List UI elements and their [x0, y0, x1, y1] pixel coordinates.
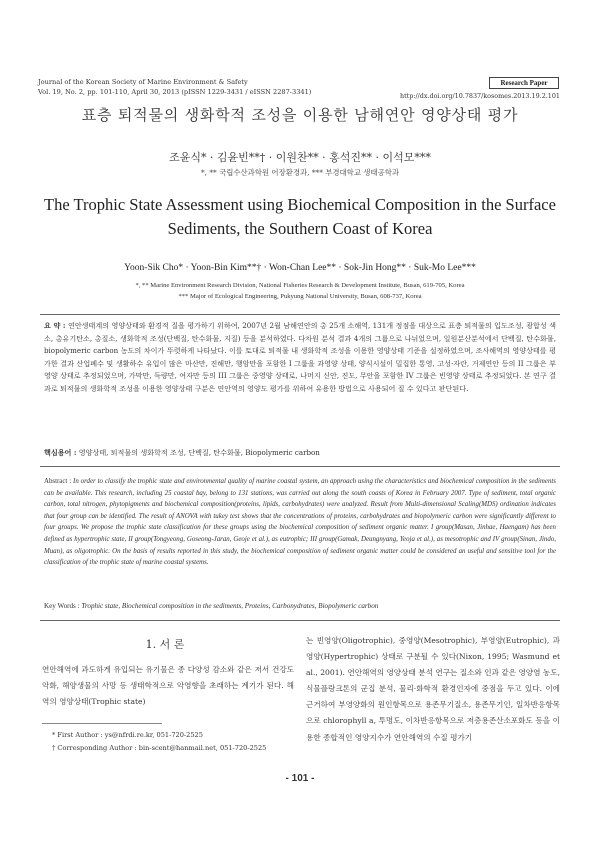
page-number: - 101 -: [285, 773, 315, 784]
english-title-line2: Sediments, the Southern Coast of Korea: [167, 219, 433, 238]
korean-keywords: [44, 448, 556, 458]
korean-abstract-label: 요 약 :: [44, 321, 66, 330]
english-abstract-label: Abstract :: [44, 478, 72, 485]
divider-top: [40, 314, 560, 315]
article-type-badge: Research Paper: [489, 77, 559, 89]
korean-title: 표층 퇴적물의 생화학적 조성을 이용한 남해연안 영양상태 평가: [81, 106, 519, 124]
footnote-corresponding-author: † Corresponding Author : bin-scent@hanmail.net, 051-720-2525: [52, 744, 267, 752]
korean-keywords-text: 영양상태, 퇴적물의 생화학적 조성, 단백질, 탄수화물, Biopolymeric carbon: [78, 448, 320, 457]
body-left-column: 연안해역에 과도하게 유입되는 유기물은 종 다양성 감소와 같은 저서 건강도 악화, 해양생물의 사망 등 생태학적으로 악영향을 초래하는 계기가 된다. 해역의 영양상태(Trophic state): [42, 665, 294, 706]
english-title: [40, 193, 560, 241]
divider-mid: [40, 466, 560, 467]
divider-bottom: [40, 620, 560, 621]
english-authors: Yoon-Sik Cho* · Yoon-Bin Kim**† · Won-Chan Lee** · Sok-Jin Hong** · Suk-Mo Lee***: [124, 263, 476, 273]
english-affiliation: [40, 280, 560, 302]
english-title-line1: The Trophic State Assessment using Biochemical Composition in the Surface: [44, 195, 556, 214]
body-right-column: 는 빈영양(Oligotrophic), 중영양(Mesotrophic), 부영양(Eutrophic), 과영양(Hypertrophic) 상태로 구분될 수 있다(Nixon, 1995; Wasmund et al., 2001). 연안해역의 영양상태 분석 연구는 질소와 인과 같은 영양염 농도, 식물플랑크톤의 군집 분석, 물리·화학적 환경인자에 중점을 두고 있다. 이에 근거하여 부영양화의 원인항목으로 용존무기질소, 용존무기인, 일차반응항목으로 chlorophyll a, 투명도, 이차반응항목으로 저층용존산소포화도 등을 이용한 종합적인 영양지수가 연안해역의 수질 평가기: [306, 636, 560, 742]
korean-keywords-label: 핵심용어 :: [44, 448, 77, 457]
english-keywords: [44, 602, 556, 610]
korean-abstract-text: 연안생태계의 영양상태와 환경적 질을 평가하기 위하여, 2007년 2월 남해연안의 총 25개 소해역, 131개 정점을 대상으로 표층 퇴적물의 입도조성, 광합성 색소, 총유기탄소, 총질소, 생화학적 조성(단백질, 탄수화물, 지질) 등을 분석하였다. 다차원 분석 결과 4개의 그룹으로 나뉘었으며, 일원분산분석에서 단백질, 탄수화물, biopolymeric carbon 농도의 차이가 뚜렷하게 나타났다. 이를 토대로 퇴적물 내 생화학적 조성을 이용한 영양상태 기준을 설정하였으며, 조사해역의 영양상태를 평가한 결과 산업폐수 및 생활하수 유입이 많은 마산만, 진해만, 행암만을 포함한 I 그룹을 과영양 상태, 양식시설이 밀집한 통영, 고성·자란, 거제연안 등의 II 그룹은 부영양 상태로 추정되었으며, 가막만, 득량만, 여자만 등의 III 그룹은 중영양 상태로, 나머지 신안, 진도, 무안을 포함한 IV 그룹은 빈영양 상태로 추정되었다. 본 연구 결과로 퇴적물의 생화학적 조성을 이용한 영양상태 구분은 연안역의 영양도 평가를 위하여 유용한 방법으로 사용되어 질 수 있다고 판단된다.: [44, 321, 556, 393]
english-keywords-text: Trophic state, Biochemical composition in the sediments, Proteins, Carbonydrates, Biopolymeric carbon: [81, 602, 379, 610]
korean-authors: 조윤식* · 김윤빈**† · 이원찬** · 홍석진** · 이석모***: [169, 151, 431, 164]
affiliation-line2: *** Major of Ecological Engineering, Pukyung National University, Busan, 608-737, Korea: [178, 293, 422, 300]
doi-link[interactable]: http://dx.doi.org/10.7837/kosomes.2013.19.2.101: [399, 92, 560, 100]
footnotes: [52, 729, 266, 755]
english-abstract-text: In order to classify the trophic state and environmental quality of marine coastal system, an approach using the characteristics and biochemical composition in the sediments can be available. This research, including 25 coastal bay, belong to 131 stations, was carried out along the south coasts of Korea in February 2007. Type of sediment, total organic carbon, total nitrogen, phytopigments and biochemical composition(proteins, lipids, carbohydrates) were analyzed. Result from Multi-dimensional Scaling(MDS) ordination indicates that four group can be identified. The result of ANOVA with tukey test shows that the concentrations of proteins, carbohydrates and biopolymeric carbon were significantly different to four groups. We propose the trophic state classification for these groups using the biochemical composition of sediment organic matter. I group(Masan, Jinhae, Haengam) has been defined as hypertrophic state, II group(Tongyeong, Goseong-Jaran, Geoje et al.), as eutrophic; III group(Gamak, Deungnyang, Yeoja et al.), as mesotrophic and IV group(Sinan, Jindo, Muan), as oligotrophic. On the basis of results reported in this study, the biochemical composition of sediment organic matter could be considered an useful and sensitive tool for the classification of the trophic state of marine coastal systems.: [44, 478, 556, 567]
english-abstract: [44, 476, 556, 569]
affiliation-line1: *, ** Marine Environment Research Division, National Fisheries Research & Development Institute, Busan, 619-705, Korea: [135, 282, 465, 289]
korean-abstract: [44, 320, 556, 395]
footnote-first-author: * First Author : ys@nfrdi.re.kr, 051-720-2525: [52, 731, 203, 739]
journal-name: Journal of the Korean Society of Marine Environment & Safety: [38, 78, 248, 86]
section-heading: 1. 서 론: [145, 638, 185, 651]
journal-info: [38, 78, 311, 97]
footnote-rule: [42, 723, 162, 724]
english-keywords-label: Key Words :: [44, 602, 80, 610]
korean-affiliation: *, ** 국립수산과학원 어장환경과, *** 부경대학교 생태공학과: [200, 168, 400, 177]
journal-volume: Vol. 19, No. 2, pp. 101-110, April 30, 2013 (pISSN 1229-3431 / eISSN 2287-3341): [38, 87, 312, 96]
